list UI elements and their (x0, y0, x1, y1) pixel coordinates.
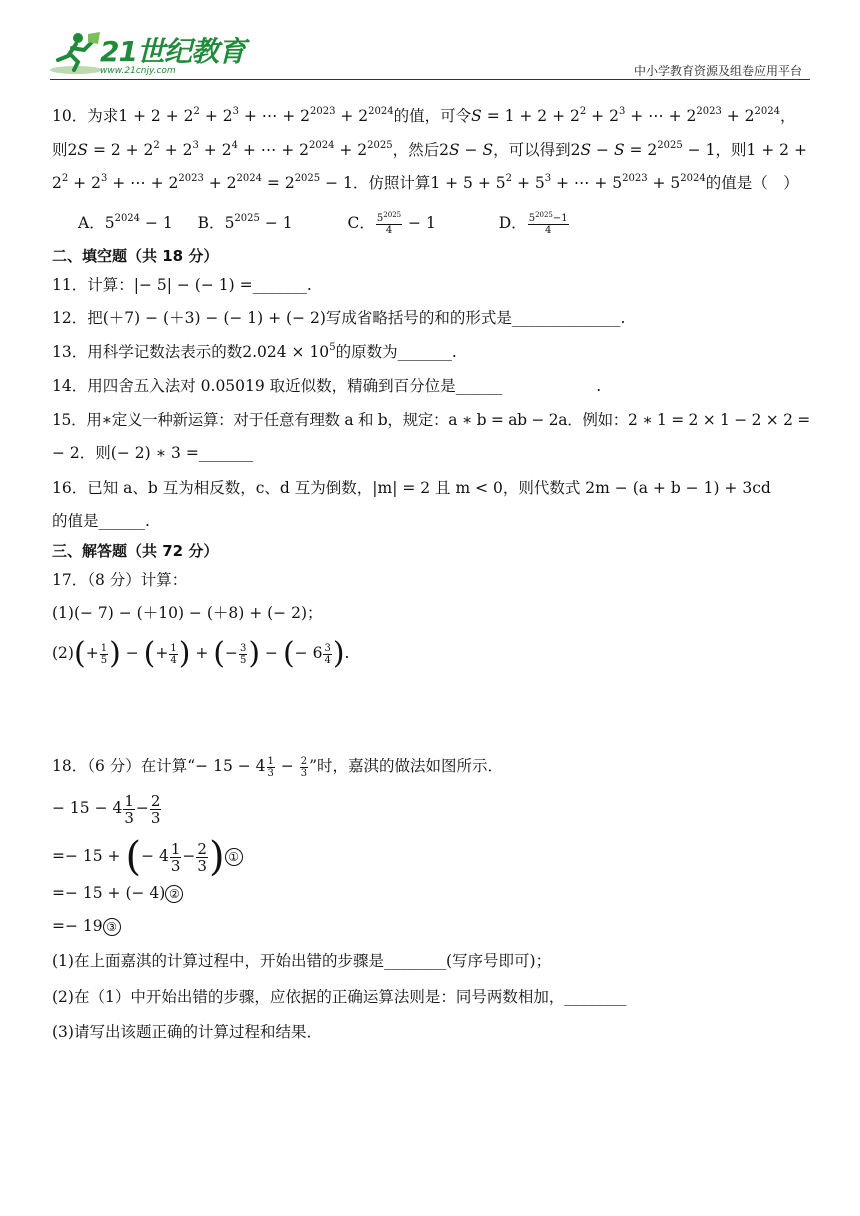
q18-part1-blank[interactable]: ________ (383, 952, 446, 970)
section-fill-in-heading: 二、填空题（共 18 分） (52, 247, 219, 265)
q13-answer-blank[interactable]: _______ (397, 343, 452, 361)
q18-step2: =− 15 + (− 4) ② (52, 882, 812, 904)
logo (48, 30, 245, 78)
logo-text: 21世纪教育 (100, 35, 245, 68)
q10-option-a[interactable]: A．$5^{2024} - 1$ (78, 213, 173, 232)
q17-part2: (2)(+ $\frac{1}{5}$ ) − (+ $\frac{1}{4}$ ) + (− $\frac{3}{5}$ ) − (− 6 $\frac{3}{4}$ ). (52, 636, 350, 671)
q10-option-d[interactable]: D． $\frac{5^{2025}-1}{4}$ (498, 210, 568, 236)
section-solutions-heading: 三、解答题（共 72 分） (52, 542, 219, 560)
q18-part2: (2)在（1）中开始出错的步骤，应依据的正确运算法则是：同号两数相加，________ (52, 988, 627, 1006)
runner-icon (48, 30, 102, 76)
q14: 14．用四舍五入法对 0.05019 取近似数，精确到百分位是______ . (52, 377, 602, 395)
q16-line2: 的值是______. (52, 512, 150, 530)
q15-line2: − 2．则(− 2) ∗ 3 =_______ (52, 444, 254, 462)
q10-line3: $2^2 + 2^3$ + ⋯ + $2^{2023} + 2^{2024} = 2^{2025} - 1$．仿照计算$1 + 5 + 5^2 + 5^3$ + ⋯ + $5^{2023} + 5^{2024}$的值是（ ） (52, 173, 799, 192)
q15-line1: 15．用∗定义一种新运算：对于任意有理数 a 和 b，规定：a ∗ b = ab − 2a．例如：2 ∗ 1 = 2 × 1 − 2 × 2 = (52, 411, 810, 429)
q10-options (78, 212, 812, 236)
q18-step3: =− 19 ③ (52, 915, 812, 937)
header-divider (50, 79, 810, 80)
q10-line2: 则$2S = 2 + 2^2 + 2^3 + 2^4$ + ⋯ + $2^{2024} + 2^{2025}$，然后2S − S，可以得到$2S - S = 2^{2025} - 1$，则1 + 2 + (52, 140, 807, 159)
q13: 13．用科学记数法表示的数$2.024 \times 10^5$的原数为_______. (52, 342, 457, 361)
logo-url: www.21cnjy.com (100, 66, 176, 76)
q11-answer-blank[interactable]: _______ (252, 276, 307, 294)
q17-heading: 17．（8 分）计算： (52, 571, 188, 589)
page-header (0, 0, 860, 82)
q14-answer-blank[interactable]: ______ (455, 377, 503, 395)
q10-option-b[interactable]: B．$5^{2025} - 1$ (197, 213, 293, 232)
q16-answer-blank[interactable]: ______ (98, 512, 146, 530)
q18-part1: (1)在上面嘉淇的计算过程中，开始出错的步骤是________(写序号即可)； (52, 952, 552, 970)
q18-part2-blank[interactable]: ________ (564, 988, 627, 1006)
q16-line1: 16．已知 a、b 互为相反数，c、d 互为倒数，|m| = 2 且 m < 0，则代数式 2m − (a + b − 1) + 3cd (52, 479, 771, 497)
q12: 12．把(＋7) − (＋3) − (− 1) + (− 2)写成省略括号的和的形式是______________. (52, 309, 626, 327)
q18-step0: − 15 − 4 $\frac{1}{3}$ − $\frac{2}{3}$ (52, 791, 161, 827)
q11: 11．计算：|− 5| − (− 1) =_______. (52, 276, 312, 294)
platform-label: 中小学教育资源及组卷应用平台 (633, 64, 802, 78)
q10-option-c[interactable]: C． $\frac{5^{2025}}{4}$ − 1 (347, 210, 436, 236)
q18-part3: (3)请写出该题正确的计算过程和结果． (52, 1023, 322, 1041)
q10-line1: 10．为求$1 + 2 + 2^2 + 2^3$ + ⋯ + $2^{2023} + 2^{2024}$的值，可令$S = 1 + 2 + 2^2 + 2^3$ + ⋯ + $2^{2023} + 2^{2024}$， (52, 106, 796, 125)
q18-step1: =− 15 + (− 4 $\frac{1}{3}$ − $\frac{2}{3}$ ) ① (52, 834, 812, 878)
q17-part1: (1)(− 7) − (＋10) − (＋8) + (− 2)； (52, 604, 323, 622)
q12-answer-blank[interactable]: ______________ (511, 309, 621, 327)
q18-heading: 18．（6 分）在计算“− 15 − 4 $\frac{1}{3}$ − $\frac{2}{3}$ ”时，嘉淇的做法如图所示． (52, 755, 504, 779)
q15-answer-blank[interactable]: _______ (198, 444, 254, 462)
